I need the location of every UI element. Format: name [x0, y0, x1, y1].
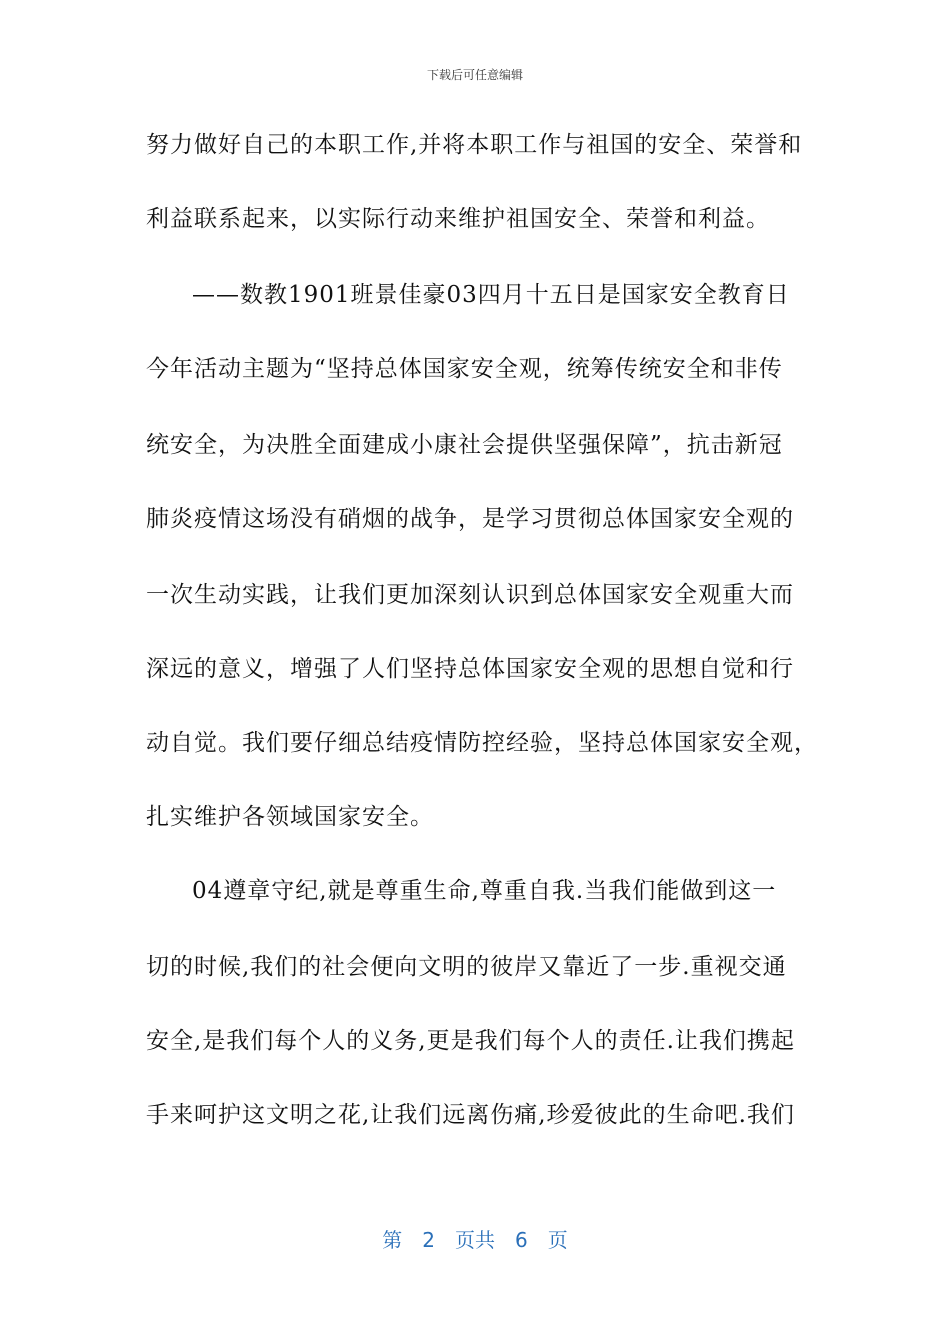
footer-prefix: 第 — [382, 1228, 403, 1252]
page-footer — [0, 1224, 950, 1253]
text-line-4: 今年活动主题为“坚持总体国家安全观，统筹传统安全和非传 — [146, 356, 783, 382]
footer-middle: 页共 — [455, 1228, 495, 1252]
text-line-12: 切的时候,我们的社会便向文明的彼岸又靠近了一步.重视交通 — [146, 954, 787, 980]
text-line-5: 统安全，为决胜全面建成小康社会提供坚强保障”，抗击新冠 — [146, 432, 783, 458]
text-line-3: ——数教1901班景佳豪03四月十五日是国家安全教育日 — [192, 282, 790, 308]
text-line-11: 04遵章守纪,就是尊重生命,尊重自我.当我们能做到这一 — [192, 878, 777, 904]
text-line-13: 安全,是我们每个人的义务,更是我们每个人的责任.让我们携起 — [146, 1028, 795, 1054]
text-line-9: 动自觉。我们要仔细总结疫情防控经验，坚持总体国家安全观， — [146, 730, 818, 756]
text-line-6: 肺炎疫情这场没有硝烟的战争，是学习贯彻总体国家安全观的 — [146, 506, 794, 532]
text-line-14: 手来呵护这文明之花,让我们远离伤痛,珍爱彼此的生命吧.我们 — [146, 1102, 795, 1128]
text-line-7: 一次生动实践，让我们更加深刻认识到总体国家安全观重大而 — [146, 582, 794, 608]
footer-current-page: 2 — [422, 1228, 435, 1252]
text-line-2: 利益联系起来，以实际行动来维护祖国安全、荣誉和利益。 — [146, 206, 770, 232]
text-line-1: 努力做好自己的本职工作,并将本职工作与祖国的安全、荣誉和 — [146, 132, 803, 158]
footer-total-pages: 6 — [515, 1228, 528, 1252]
page-header-note: 下载后可任意编辑 — [426, 68, 523, 82]
footer-suffix: 页 — [547, 1228, 568, 1252]
text-line-10: 扎实维护各领域国家安全。 — [146, 804, 434, 830]
text-line-8: 深远的意义，增强了人们坚持总体国家安全观的思想自觉和行 — [146, 656, 794, 682]
